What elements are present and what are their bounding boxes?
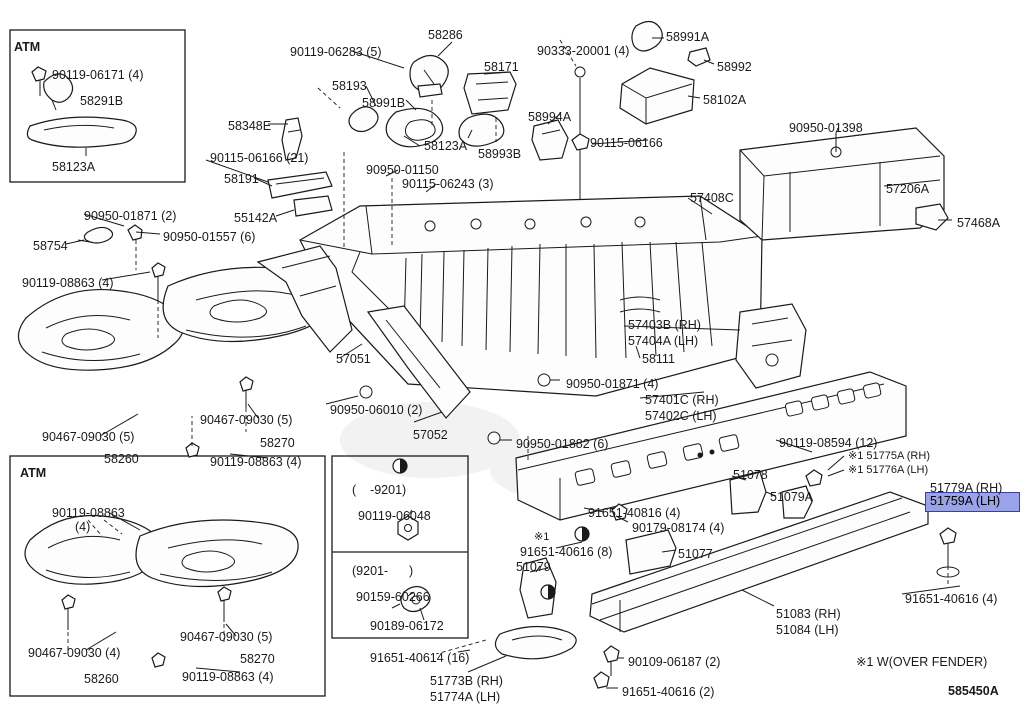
bracket-57403B: [736, 304, 806, 388]
part-label-l10: 58754: [33, 239, 68, 253]
part-label-l35: 90950-01150: [366, 163, 439, 177]
part-label-l56: 91651-40616 (8): [520, 545, 613, 559]
part-label-l74: 90119-08863 (4): [182, 670, 274, 684]
part-label-l52: 51079A: [770, 490, 814, 504]
part-label-l67: ATM: [20, 466, 47, 480]
part-label-l61: 91651-40616 (4): [905, 592, 998, 606]
part-label-l45: 57401C (RH): [645, 393, 719, 407]
part-label-l18: 57051: [336, 352, 371, 366]
part-label-l1: ATM: [14, 40, 41, 54]
part-label-l70: 90467-09030 (4): [28, 646, 121, 660]
part-label-l31: 58991A: [666, 30, 710, 44]
part-label-l63: 91651-40616 (2): [622, 685, 715, 699]
part-label-l53: 91651-40816 (4): [588, 506, 681, 520]
part-label-l30: 90333-20001 (4): [537, 44, 630, 58]
part-label-l47: 90119-08594 (12): [779, 436, 878, 450]
part-label-l42: 57404A (LH): [628, 334, 699, 348]
part-label-l39: 57206A: [886, 182, 930, 196]
part-label-l22: 90119-06283 (5): [290, 45, 382, 59]
part-label-l55: ※1: [534, 531, 550, 543]
part-label-l25: 58991B: [362, 96, 406, 110]
part-label-l54: 90179-08174 (4): [632, 521, 725, 535]
part-label-l49: ※1 51776A (LH): [848, 464, 929, 476]
part-label-l66: 91651-40614 (16): [370, 651, 470, 665]
part-label-l5: 58348E: [228, 119, 272, 133]
part-label-l20: 57052: [413, 428, 448, 442]
part-label-l60: 51084 (LH): [776, 623, 839, 637]
part-label-l64: 51773B (RH): [430, 674, 503, 688]
part-label-l26: 58171: [484, 60, 519, 74]
part-label-l72: 90467-09030 (5): [180, 630, 273, 644]
part-label-l21: 90950-01882 (6): [516, 437, 609, 451]
part-label-l57: 51077: [678, 547, 713, 561]
part-label-l19: 90950-06010 (2): [330, 403, 423, 417]
part-label-l6: 90115-06166 (21): [210, 151, 309, 165]
part-label-l37: 57408C: [690, 191, 734, 205]
part-label-l3: 58291B: [80, 94, 124, 108]
part-label-l38: 90950-01398: [789, 121, 863, 135]
part-label-l48: ※1 51775A (RH): [848, 450, 930, 462]
part-label-l13: 90467-09030 (5): [42, 430, 135, 444]
part-label-l33: 58102A: [703, 93, 747, 107]
part-label-l78: 90159-60266: [356, 590, 430, 604]
highlighted-part-label: 51759A (LH): [930, 494, 1001, 508]
part-label-l43: 58111: [642, 352, 675, 366]
part-label-l36: 90115-06243 (3): [402, 177, 494, 191]
part-label-l41: 57403B (RH): [628, 318, 701, 332]
part-label-l75: ( -9201): [352, 483, 407, 497]
footer-code: 585450A: [948, 684, 999, 698]
part-label-l23: 58286: [428, 28, 463, 42]
part-label-l40: 57468A: [957, 216, 1001, 230]
note-legend: ※1 W(OVER FENDER): [856, 655, 988, 669]
part-label-l51: 51078: [733, 468, 768, 482]
part-label-l58: 51079: [516, 560, 551, 574]
part-label-l9: 90950-01871 (2): [84, 209, 177, 223]
part-label-l8: 55142A: [234, 211, 278, 225]
part-label-l16: 58270: [260, 436, 295, 450]
part-label-l32: 58992: [717, 60, 752, 74]
part-label-l71: 58260: [84, 672, 119, 686]
part-label-l24: 58193: [332, 79, 367, 93]
part-label-l46: 57402C (LH): [645, 409, 717, 423]
part-label-l62: 90109-06187 (2): [628, 655, 721, 669]
part-label-l12: 90119-08863 (4): [22, 276, 114, 290]
floor-pan-58111: [300, 196, 762, 396]
part-label-l73: 58270: [240, 652, 275, 666]
part-label-l65: 51774A (LH): [430, 690, 501, 704]
part-label-l17: 90119-08863 (4): [210, 455, 302, 469]
part-label-l4: 58123A: [52, 160, 96, 174]
part-label-l68: 90119-08863: [52, 506, 125, 520]
part-label-l50: 51779A (RH): [930, 481, 1003, 495]
part-label-l34: 90115-06166: [590, 136, 663, 150]
part-label-l29: 58994A: [528, 110, 572, 124]
part-label-l11: 90950-01557 (6): [163, 230, 256, 244]
part-label-l77: (9201- ): [352, 564, 414, 578]
part-label-l15: 90467-09030 (5): [200, 413, 293, 427]
part-label-l79: 90189-06172: [370, 619, 444, 633]
part-label-l27: 58123A: [424, 139, 468, 153]
inset-atm-bottom: [10, 456, 325, 696]
part-label-l59: 51083 (RH): [776, 607, 841, 621]
part-label-l14: 58260: [104, 452, 139, 466]
part-label-l69: (4): [75, 520, 91, 534]
part-label-l44: 90950-01871 (4): [566, 377, 659, 391]
part-label-l7: 58191: [224, 172, 259, 186]
part-label-l2: 90119-06171 (4): [52, 68, 144, 82]
part-label-l76: 90119-06048: [358, 509, 431, 523]
part-label-l28: 58993B: [478, 147, 522, 161]
